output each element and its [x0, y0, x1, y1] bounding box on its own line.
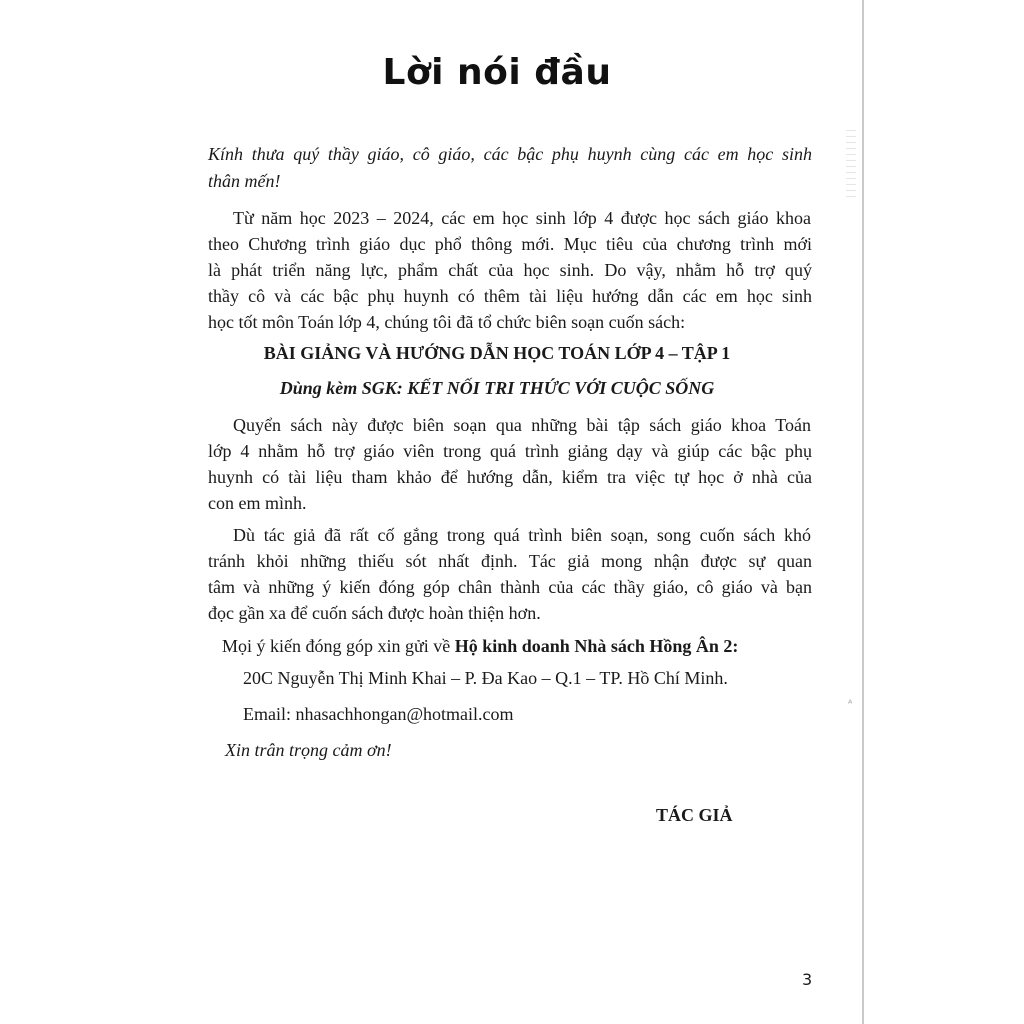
- contact-line: [222, 635, 738, 657]
- margin-specks: [846, 130, 856, 200]
- paragraph3-line-2: tránh khỏi những thiếu sót nhất định. Tác giả mong nhận được sự quan: [208, 551, 812, 571]
- contact-intro: Mọi ý kiến đóng góp xin gửi về: [222, 636, 455, 656]
- paragraph2-line-1: Quyển sách này được biên soạn qua những bài tập sách giáo khoa Toán: [233, 415, 811, 435]
- paragraph2-line-3: huynh có tài liệu tham khảo để hướng dẫn, kiểm tra việc tự học ở nhà của: [208, 467, 812, 487]
- book-title: BÀI GIẢNG VÀ HƯỚNG DẪN HỌC TOÁN LỚP 4 – TẬP 1: [263, 343, 731, 363]
- paragraph1-line-4: thầy cô và các bậc phụ huynh có thêm tài liệu hướng dẫn các em học sinh: [208, 286, 812, 306]
- paragraph1-line-2: theo Chương trình giáo dục phổ thông mới. Mục tiêu của chương trình mới: [208, 234, 812, 254]
- closing-line: Xin trân trọng cảm ơn!: [225, 740, 392, 760]
- margin-mark: ᴬ: [848, 699, 853, 710]
- page-title: Lời nói đầu: [382, 52, 612, 93]
- greeting-line-1: Kính thưa quý thầy giáo, cô giáo, các bậc phụ huynh cùng các em học sinh: [208, 144, 812, 164]
- paragraph2-line-4: con em mình.: [208, 493, 307, 513]
- paragraph2-line-2: lớp 4 nhằm hỗ trợ giáo viên trong quá trình giảng dạy và giúp các bậc phụ: [208, 441, 812, 461]
- paragraph1-line-5: học tốt môn Toán lớp 4, chúng tôi đã tổ chức biên soạn cuốn sách:: [208, 312, 686, 332]
- paragraph3-line-3: tâm và những ý kiến đóng góp chân thành của các thầy giáo, cô giáo và bạn: [208, 577, 812, 597]
- publisher-name: Hộ kinh doanh Nhà sách Hồng Ân 2:: [454, 636, 739, 656]
- greeting-line-2: thân mến!: [208, 171, 281, 191]
- paragraph3-line-1: Dù tác giả đã rất cố gắng trong quá trình biên soạn, song cuốn sách khó: [233, 525, 811, 545]
- address-line: 20C Nguyễn Thị Minh Khai – P. Đa Kao – Q.1 – TP. Hồ Chí Minh.: [243, 668, 728, 688]
- paragraph3-line-4: đọc gần xa để cuốn sách được hoàn thiện hơn.: [208, 603, 541, 623]
- page-edge: [862, 0, 864, 1024]
- paragraph1-line-1: Từ năm học 2023 – 2024, các em học sinh lớp 4 được học sách giáo khoa: [233, 208, 811, 228]
- email-line: Email: nhasachhongan@hotmail.com: [243, 704, 514, 724]
- page-number: 3: [802, 970, 813, 989]
- paragraph1-line-3: là phát triển năng lực, phẩm chất của học sinh. Do vậy, nhằm hỗ trợ quý: [208, 260, 812, 280]
- signature: TÁC GIẢ: [656, 805, 733, 825]
- book-subtitle: Dùng kèm SGK: KẾT NỐI TRI THỨC VỚI CUỘC SỐNG: [279, 378, 715, 398]
